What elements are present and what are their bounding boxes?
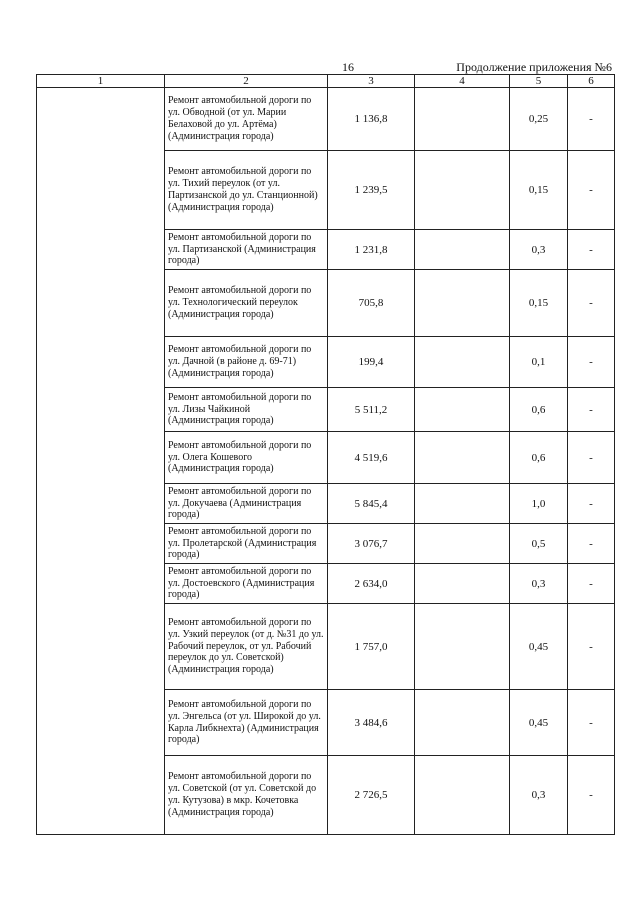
cost-value: 5 511,2 xyxy=(328,388,415,432)
column-6-value: - xyxy=(568,756,615,835)
length-value: 0,15 xyxy=(510,151,568,230)
column-6-value: - xyxy=(568,151,615,230)
column-header-2: 2 xyxy=(165,75,328,88)
column-header-1: 1 xyxy=(37,75,165,88)
work-description: Ремонт автомобильной дороги по ул. Тихий переулок (от ул. Партизанской до ул. Станционной) (Администрация города) xyxy=(165,151,328,230)
column-6-value: - xyxy=(568,88,615,151)
column-6-value: - xyxy=(568,270,615,337)
work-description: Ремонт автомобильной дороги по ул. Узкий переулок (от д. №31 до ул. Рабочий переулок, от ул. Рабочий переулок до ул. Советской) (Администрация города) xyxy=(165,604,328,690)
work-description: Ремонт автомобильной дороги по ул. Достоевского (Администрация города) xyxy=(165,564,328,604)
column-6-value: - xyxy=(568,432,615,484)
cost-value: 5 845,4 xyxy=(328,484,415,524)
length-value: 0,25 xyxy=(510,88,568,151)
column-4-value xyxy=(415,524,510,564)
length-value: 0,15 xyxy=(510,270,568,337)
cost-value: 705,8 xyxy=(328,270,415,337)
cost-value: 1 231,8 xyxy=(328,230,415,270)
length-value: 0,5 xyxy=(510,524,568,564)
cost-value: 199,4 xyxy=(328,337,415,388)
page-number: 16 xyxy=(342,60,354,74)
work-description: Ремонт автомобильной дороги по ул. Советской (от ул. Советской до ул. Кутузова) в мкр. Кочетовка (Администрация города) xyxy=(165,756,328,835)
work-description: Ремонт автомобильной дороги по ул. Партизанской (Администрация города) xyxy=(165,230,328,270)
column-number-row xyxy=(37,75,615,88)
column-6-value: - xyxy=(568,388,615,432)
column-6-value: - xyxy=(568,230,615,270)
appendix-table xyxy=(36,74,615,835)
column-4-value xyxy=(415,690,510,756)
column-4-value xyxy=(415,270,510,337)
column-6-value: - xyxy=(568,690,615,756)
column-4-value xyxy=(415,564,510,604)
column-4-value xyxy=(415,151,510,230)
column-header-4: 4 xyxy=(415,75,510,88)
cost-value: 1 239,5 xyxy=(328,151,415,230)
work-description: Ремонт автомобильной дороги по ул. Пролетарской (Администрация города) xyxy=(165,524,328,564)
length-value: 0,45 xyxy=(510,690,568,756)
length-value: 0,1 xyxy=(510,337,568,388)
work-description: Ремонт автомобильной дороги по ул. Технологический переулок (Администрация города) xyxy=(165,270,328,337)
work-description: Ремонт автомобильной дороги по ул. Обводной (от ул. Марии Белаховой до ул. Артёма) (Администрация города) xyxy=(165,88,328,151)
column-6-value: - xyxy=(568,524,615,564)
table-row xyxy=(37,88,615,151)
column-header-5: 5 xyxy=(510,75,568,88)
column-4-value xyxy=(415,388,510,432)
cost-value: 1 757,0 xyxy=(328,604,415,690)
length-value: 0,6 xyxy=(510,388,568,432)
column-header-3: 3 xyxy=(328,75,415,88)
column-4-value xyxy=(415,484,510,524)
column-4-value xyxy=(415,604,510,690)
length-value: 0,45 xyxy=(510,604,568,690)
column-6-value: - xyxy=(568,564,615,604)
appendix-continuation-note: Продолжение приложения №6 xyxy=(456,60,612,74)
column-4-value xyxy=(415,756,510,835)
column-header-6: 6 xyxy=(568,75,615,88)
work-description: Ремонт автомобильной дороги по ул. Лизы Чайкиной (Администрация города) xyxy=(165,388,328,432)
column-4-value xyxy=(415,230,510,270)
cost-value: 1 136,8 xyxy=(328,88,415,151)
column-4-value xyxy=(415,337,510,388)
cost-value: 2 726,5 xyxy=(328,756,415,835)
column-6-value: - xyxy=(568,484,615,524)
column-1-cell xyxy=(37,88,165,835)
cost-value: 2 634,0 xyxy=(328,564,415,604)
cost-value: 3 076,7 xyxy=(328,524,415,564)
length-value: 1,0 xyxy=(510,484,568,524)
work-description: Ремонт автомобильной дороги по ул. Дачной (в районе д. 69-71) (Администрация города) xyxy=(165,337,328,388)
cost-value: 4 519,6 xyxy=(328,432,415,484)
length-value: 0,3 xyxy=(510,230,568,270)
cost-value: 3 484,6 xyxy=(328,690,415,756)
column-4-value xyxy=(415,88,510,151)
length-value: 0,6 xyxy=(510,432,568,484)
work-description: Ремонт автомобильной дороги по ул. Докучаева (Администрация города) xyxy=(165,484,328,524)
work-description: Ремонт автомобильной дороги по ул. Олега Кошевого (Администрация города) xyxy=(165,432,328,484)
length-value: 0,3 xyxy=(510,756,568,835)
column-6-value: - xyxy=(568,337,615,388)
column-4-value xyxy=(415,432,510,484)
work-description: Ремонт автомобильной дороги по ул. Энгельса (от ул. Широкой до ул. Карла Либкнехта) (Администрация города) xyxy=(165,690,328,756)
length-value: 0,3 xyxy=(510,564,568,604)
column-6-value: - xyxy=(568,604,615,690)
